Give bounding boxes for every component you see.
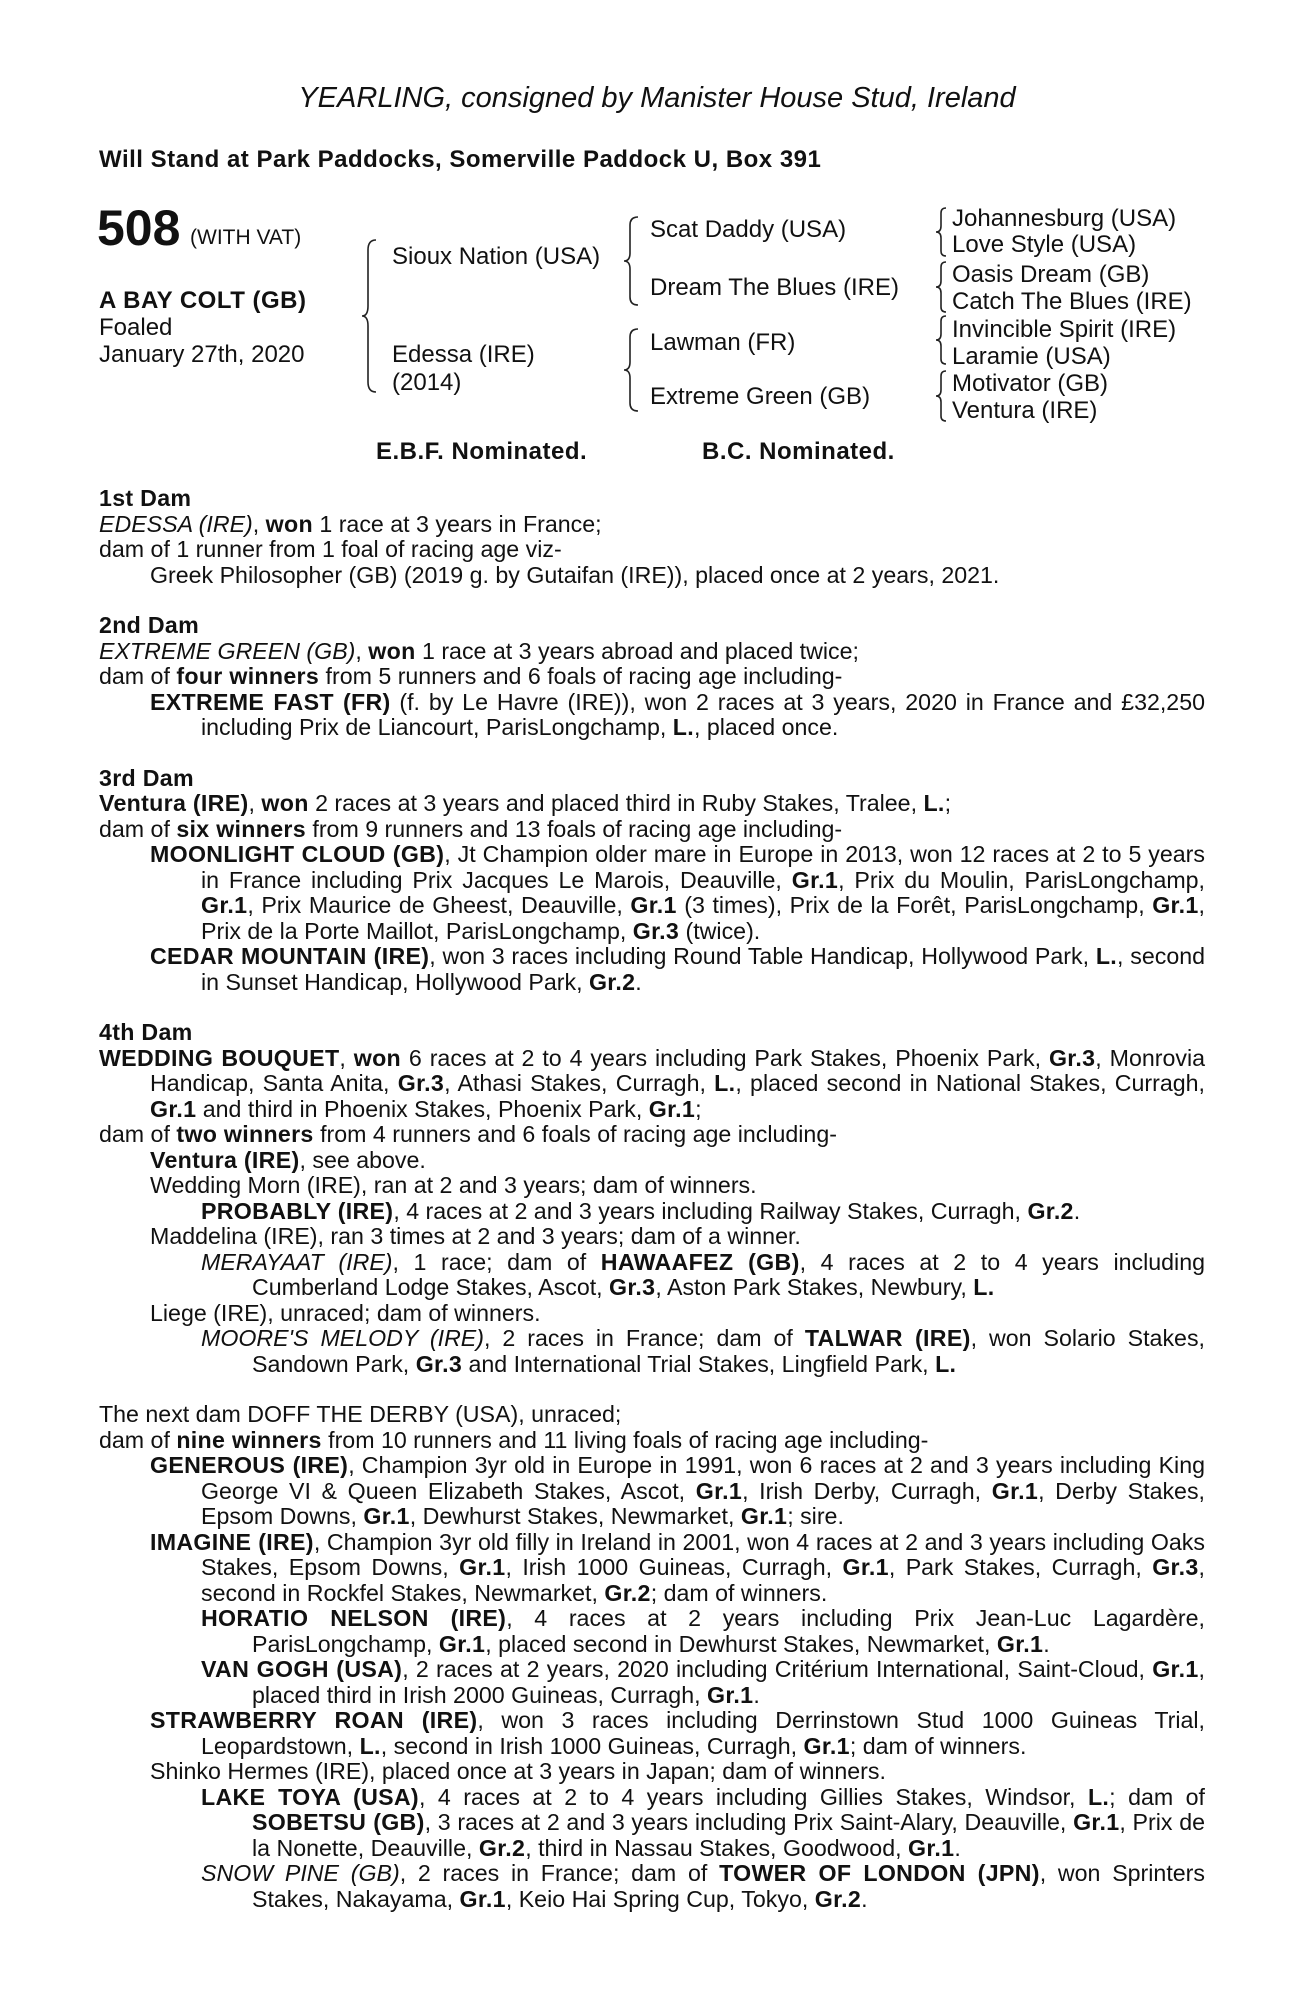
- text-run: .: [861, 1885, 868, 1912]
- stand-location: Will Stand at Park Paddocks, Somerville Paddock U, Box 391: [99, 146, 822, 173]
- text-run: , third in Nassau Stakes, Goodwood,: [525, 1834, 908, 1861]
- text-run: ; dam of winners.: [849, 1732, 1027, 1759]
- text-run: , Derby Stakes, Epsom Downs,: [201, 1477, 1205, 1529]
- bold-text: Gr.3: [415, 1350, 463, 1377]
- bold-text: Gr.2: [1027, 1197, 1074, 1224]
- bold-text: Gr.3: [1048, 1044, 1096, 1071]
- text-run: Shinko Hermes (IRE), placed once at 3 years in Japan; dam of winners.: [150, 1758, 886, 1784]
- bold-text: Gr.1: [1073, 1809, 1120, 1835]
- text-run: , Irish 1000 Guineas, Curragh,: [505, 1554, 843, 1580]
- pedigree-dam-dam: Extreme Green (GB): [650, 383, 871, 410]
- text-run: and third in Phoenix Stakes, Phoenix Park,: [196, 1095, 649, 1122]
- text-run: Greek Philosopher (GB) (2019 g. by Gutaifan (IRE)), placed once at 2 years, 2021.: [150, 561, 1000, 588]
- text-run: (f. by Le Havre (IRE)), won 2 races at 3 years, 2020 in France and £32,250 including Prix de Liancourt, ParisLongchamp,: [201, 688, 1205, 740]
- text-run: , second in Irish 1000 Guineas, Curragh,: [380, 1732, 804, 1759]
- text-run: .: [1043, 1630, 1050, 1657]
- text-run: ;: [695, 1095, 702, 1122]
- bold-text: IMAGINE (IRE): [150, 1528, 314, 1555]
- text-run: , Champion 3yr old filly in Ireland in 2001, won 4 races at 2 and 3 years including Oaks Stakes, Epsom Downs,: [201, 1528, 1205, 1580]
- section-spacer: [99, 588, 1205, 613]
- pedigree-brace-sd: [934, 260, 948, 314]
- text-run: .: [635, 968, 642, 995]
- text-run: , 2 races in France; dam of: [484, 1325, 805, 1351]
- text-run: , second in Sunset Handicap, Hollywood Park,: [201, 943, 1206, 995]
- text-run: , Monrovia Handicap, Santa Anita,: [150, 1044, 1205, 1096]
- text-run: , Prix de la Porte Maillot, ParisLongchamp,: [201, 892, 1205, 944]
- text-run: , 4 races at 2 to 4 years including Cumberland Lodge Stakes, Ascot,: [252, 1248, 1205, 1300]
- bold-text: MOONLIGHT CLOUD (GB): [150, 841, 445, 867]
- record-entry: [99, 791, 1205, 817]
- pedigree-ddd: Ventura (IRE): [952, 397, 1098, 424]
- lot-description: A BAY COLT (GB): [99, 287, 307, 314]
- bold-text: VAN GOGH (USA): [201, 1656, 403, 1682]
- text-run: from 4 runners and 6 foals of racing age including-: [313, 1121, 837, 1147]
- italic-text: MOORE'S MELODY (IRE): [201, 1325, 484, 1351]
- record-entry: [99, 1606, 1205, 1657]
- bold-text: TOWER OF LONDON (JPN): [719, 1860, 1040, 1886]
- text-run: , won Solario Stakes, Sandown Park,: [252, 1325, 1205, 1377]
- text-run: , Athasi Stakes, Curragh,: [444, 1070, 715, 1096]
- text-run: ,: [248, 790, 262, 816]
- text-run: , 4 races at 2 years including Prix Jean-Luc Lagardère, ParisLongchamp,: [252, 1605, 1205, 1657]
- text-run: .: [954, 1834, 961, 1861]
- bold-text: Gr.3: [609, 1274, 656, 1300]
- text-run: ; dam of: [1109, 1783, 1205, 1810]
- family-record: [99, 486, 1205, 1912]
- section-spacer: [99, 1377, 1205, 1402]
- text-run: , Aston Park Stakes, Newbury,: [655, 1274, 974, 1300]
- bold-text: Gr.1: [791, 866, 839, 893]
- record-entry: [99, 664, 1205, 690]
- bold-text: won: [353, 1044, 402, 1071]
- pedigree-sire-sire: Scat Daddy (USA): [650, 216, 847, 243]
- pedigree-ssd: Love Style (USA): [952, 231, 1137, 258]
- bold-text: Gr.1: [991, 1477, 1039, 1504]
- text-run: from 9 runners and 13 foals of racing age including-: [305, 815, 843, 842]
- text-run: dam of: [99, 1426, 177, 1453]
- text-run: , 4 races at 2 to 4 years including Gillies Stakes, Windsor,: [418, 1783, 1088, 1810]
- record-entry: [99, 1861, 1205, 1912]
- record-entry: [99, 1428, 1205, 1454]
- text-run: dam of: [99, 1121, 177, 1147]
- bold-text: Gr.3: [1152, 1554, 1199, 1580]
- record-entry: [99, 1301, 1205, 1327]
- section-spacer: [99, 995, 1205, 1020]
- text-run: , placed second in National Stakes, Curragh,: [735, 1070, 1205, 1096]
- bold-text: L.: [359, 1732, 381, 1759]
- pedigree-brace-dd: [934, 369, 948, 423]
- text-run: , Irish Derby, Curragh,: [742, 1477, 992, 1504]
- bold-text: Gr.2: [478, 1834, 526, 1861]
- text-run: and International Trial Stakes, Lingfield Park,: [462, 1350, 936, 1377]
- text-run: ,: [339, 1044, 354, 1071]
- bold-text: L.: [714, 1070, 736, 1096]
- text-run: ; sire.: [787, 1503, 844, 1529]
- bold-text: STRAWBERRY ROAN (IRE): [150, 1707, 478, 1733]
- pedigree-sdd: Catch The Blues (IRE): [952, 288, 1192, 315]
- record-entry: [99, 817, 1205, 843]
- text-run: 1 race at 3 years in France;: [312, 510, 602, 537]
- record-entry: [99, 1657, 1205, 1708]
- text-run: .: [1073, 1197, 1081, 1224]
- pedigree-dds: Motivator (GB): [952, 370, 1109, 397]
- record-entry: [99, 690, 1205, 741]
- text-run: , Prix Maurice de Gheest, Deauville,: [247, 892, 631, 918]
- text-run: , Prix du Moulin, ParisLongchamp,: [838, 866, 1206, 893]
- text-run: from 5 runners and 6 foals of racing age including-: [319, 663, 843, 689]
- bold-text: Gr.1: [630, 892, 677, 918]
- text-run: , Jt Champion older mare in Europe in 2013, won 12 races at 2 to 5 years in France including Prix Jacques Le Marois, Deauville,: [201, 841, 1205, 893]
- text-run: dam of: [99, 663, 177, 689]
- bold-text: Gr.3: [632, 917, 680, 944]
- bc-nomination: B.C. Nominated.: [702, 438, 895, 465]
- text-run: , 3 races at 2 and 3 years including Prix Saint-Alary, Deauville,: [424, 1809, 1074, 1835]
- bold-text: Gr.1: [1152, 892, 1199, 918]
- text-run: , placed third in Irish 2000 Guineas, Curragh,: [252, 1656, 1205, 1708]
- foaled-date: January 27th, 2020: [99, 341, 305, 368]
- record-entry: [99, 1250, 1205, 1301]
- bold-text: Gr.1: [740, 1503, 788, 1529]
- lot-number: 508: [97, 200, 181, 256]
- bold-text: Gr.1: [648, 1095, 696, 1122]
- bold-text: HORATIO NELSON (IRE): [201, 1605, 507, 1631]
- bold-text: TALWAR (IRE): [804, 1325, 971, 1351]
- bold-text: Gr.2: [588, 968, 636, 995]
- bold-text: Gr.1: [1152, 1656, 1199, 1682]
- text-run: ,: [355, 637, 369, 664]
- bold-text: six winners: [176, 815, 306, 842]
- bold-text: won: [265, 510, 313, 537]
- text-run: ;: [944, 790, 952, 816]
- pedigree-dam-year: (2014): [392, 369, 462, 396]
- pedigree-brace-sire: [622, 215, 642, 307]
- text-run: , 1 race; dam of: [392, 1248, 601, 1275]
- bold-text: L.: [1087, 1783, 1110, 1810]
- text-run: , placed once.: [693, 714, 839, 740]
- text-run: , see above.: [299, 1146, 426, 1173]
- bold-text: Gr.2: [604, 1579, 651, 1606]
- vat-note: (WITH VAT): [190, 226, 302, 249]
- record-entry: [99, 1122, 1205, 1148]
- bold-text: Ventura (IRE): [99, 790, 249, 816]
- pedigree-brace-main: [360, 238, 380, 394]
- pedigree-brace-ds: [934, 314, 948, 366]
- text-run: , won 3 races including Round Table Handicap, Hollywood Park,: [429, 943, 1096, 969]
- text-run: (3 times), Prix de la Forêt, ParisLongchamp,: [676, 892, 1153, 918]
- text-run: 6 races at 2 to 4 years including Park Stakes, Phoenix Park,: [401, 1044, 1049, 1071]
- pedigree-sss: Johannesburg (USA): [952, 205, 1177, 232]
- ebf-nomination: E.B.F. Nominated.: [376, 438, 588, 465]
- bold-text: L.: [923, 790, 945, 816]
- bold-text: nine winners: [176, 1426, 322, 1453]
- italic-text: EDESSA (IRE): [99, 510, 253, 537]
- bold-text: L.: [935, 1350, 957, 1377]
- text-run: , Keio Hai Spring Cup, Tokyo,: [505, 1885, 815, 1912]
- text-run: , Dewhurst Stakes, Newmarket,: [409, 1503, 741, 1529]
- bold-text: Gr.1: [996, 1630, 1044, 1657]
- pedigree-sds: Oasis Dream (GB): [952, 261, 1150, 288]
- bold-text: EXTREME FAST (FR): [150, 688, 391, 715]
- pedigree-brace-ss: [934, 206, 948, 258]
- bold-text: four winners: [176, 663, 320, 689]
- record-entry: [99, 1759, 1205, 1785]
- pedigree-dsd: Laramie (USA): [952, 343, 1111, 370]
- record-entry: [99, 1530, 1205, 1607]
- bold-text: two winners: [176, 1121, 314, 1147]
- bold-text: Ventura (IRE): [150, 1146, 300, 1173]
- record-entry: [99, 1224, 1205, 1250]
- pedigree-sire: Sioux Nation (USA): [392, 243, 601, 270]
- foaled-label: Foaled: [99, 314, 173, 341]
- bold-text: won: [368, 637, 416, 664]
- text-run: , 4 races at 2 and 3 years including Railway Stakes, Curragh,: [393, 1197, 1028, 1224]
- text-run: ,: [252, 510, 266, 537]
- text-run: , Champion 3yr old in Europe in 1991, won 6 races at 2 and 3 years including King George VI & Queen Elizabeth Stakes, Ascot,: [201, 1452, 1205, 1504]
- record-entry: [99, 639, 1205, 665]
- bold-text: Gr.3: [397, 1070, 445, 1096]
- text-run: , won 3 races including Derrinstown Stud 1000 Guineas Trial, Leopardstown,: [201, 1707, 1205, 1759]
- bold-text: Gr.1: [908, 1834, 955, 1861]
- record-entry: [99, 1708, 1205, 1759]
- pedigree-sire-dam: Dream The Blues (IRE): [650, 274, 899, 301]
- italic-text: MERAYAAT (IRE): [201, 1248, 393, 1275]
- text-run: from 10 runners and 11 living foals of racing age including-: [321, 1426, 929, 1453]
- text-run: , 2 races at 2 years, 2020 including Critérium International, Saint-Cloud,: [402, 1656, 1153, 1682]
- bold-text: SOBETSU (GB): [252, 1809, 425, 1835]
- text-run: Maddelina (IRE), ran 3 times at 2 and 3 years; dam of a winner.: [150, 1223, 801, 1249]
- bold-text: Gr.1: [459, 1554, 506, 1580]
- record-entry: [99, 1326, 1205, 1377]
- text-run: dam of 1 runner from 1 foal of racing age viz-: [99, 536, 562, 562]
- text-run: dam of: [99, 815, 177, 842]
- text-run: Liege (IRE), unraced; dam of winners.: [150, 1299, 541, 1326]
- bold-text: Gr.1: [150, 1095, 197, 1122]
- record-entry: [99, 563, 1205, 589]
- text-run: 1 race at 3 years abroad and placed twice;: [415, 637, 859, 664]
- bold-text: PROBABLY (IRE): [201, 1197, 394, 1224]
- text-run: The next dam DOFF THE DERBY (USA), unraced;: [99, 1401, 622, 1427]
- record-entry: [99, 1173, 1205, 1199]
- pedigree-dam-sire: Lawman (FR): [650, 329, 796, 356]
- bold-text: WEDDING BOUQUET: [99, 1044, 340, 1071]
- text-run: , Park Stakes, Curragh,: [888, 1554, 1153, 1580]
- record-entry: [99, 1046, 1205, 1123]
- text-run: , won Sprinters Stakes, Nakayama,: [252, 1860, 1205, 1912]
- bold-text: Gr.1: [842, 1554, 889, 1580]
- record-entry: [99, 944, 1205, 995]
- bold-text: L.: [672, 714, 694, 740]
- bold-text: Gr.1: [438, 1630, 486, 1657]
- text-run: , Prix de la Nonette, Deauville,: [252, 1809, 1205, 1861]
- record-entry: [99, 512, 1205, 538]
- record-entry: [99, 1453, 1205, 1530]
- pedigree-dam: Edessa (IRE): [392, 341, 535, 368]
- bold-text: CEDAR MOUNTAIN (IRE): [150, 943, 430, 969]
- record-entry: [99, 1785, 1205, 1862]
- record-entry: [99, 1402, 1205, 1428]
- dam-section-heading: 2nd Dam: [99, 612, 200, 638]
- bold-text: GENEROUS (IRE): [150, 1452, 349, 1478]
- bold-text: Gr.1: [363, 1503, 410, 1529]
- record-entry: [99, 1148, 1205, 1174]
- bold-text: Gr.1: [459, 1885, 506, 1912]
- text-run: , placed second in Dewhurst Stakes, Newmarket,: [485, 1630, 997, 1657]
- record-entry: [99, 537, 1205, 563]
- text-run: 2 races at 3 years and placed third in Ruby Stakes, Tralee,: [308, 790, 924, 816]
- pedigree-brace-dam: [622, 327, 642, 413]
- text-run: .: [753, 1681, 760, 1708]
- pedigree-dss: Invincible Spirit (IRE): [952, 316, 1177, 343]
- bold-text: Gr.1: [695, 1477, 743, 1504]
- bold-text: Gr.1: [201, 892, 248, 918]
- bold-text: Gr.2: [814, 1885, 862, 1912]
- bold-text: L.: [1095, 943, 1118, 969]
- record-entry: [99, 842, 1205, 944]
- text-run: , second in Rockfel Stakes, Newmarket,: [201, 1554, 1205, 1606]
- consignor-header: YEARLING, consigned by Manister House Stud, Ireland: [298, 82, 1016, 114]
- section-spacer: [99, 741, 1205, 766]
- dam-section-heading: 3rd Dam: [99, 764, 194, 791]
- italic-text: EXTREME GREEN (GB): [99, 637, 356, 664]
- text-run: Wedding Morn (IRE), ran at 2 and 3 years; dam of winners.: [150, 1172, 757, 1198]
- text-run: ; dam of winners.: [650, 1579, 828, 1606]
- text-run: , 2 races in France; dam of: [399, 1860, 720, 1886]
- text-run: (twice).: [679, 917, 761, 944]
- bold-text: LAKE TOYA (USA): [201, 1783, 419, 1810]
- bold-text: Gr.1: [707, 1681, 754, 1708]
- bold-text: L.: [973, 1274, 995, 1300]
- dam-section-heading: 1st Dam: [99, 485, 192, 511]
- bold-text: HAWAAFEZ (GB): [600, 1248, 800, 1275]
- dam-section-heading: 4th Dam: [99, 1019, 193, 1045]
- italic-text: SNOW PINE (GB): [201, 1860, 400, 1886]
- bold-text: won: [261, 790, 309, 816]
- bold-text: Gr.1: [803, 1732, 850, 1759]
- record-entry: [99, 1199, 1205, 1225]
